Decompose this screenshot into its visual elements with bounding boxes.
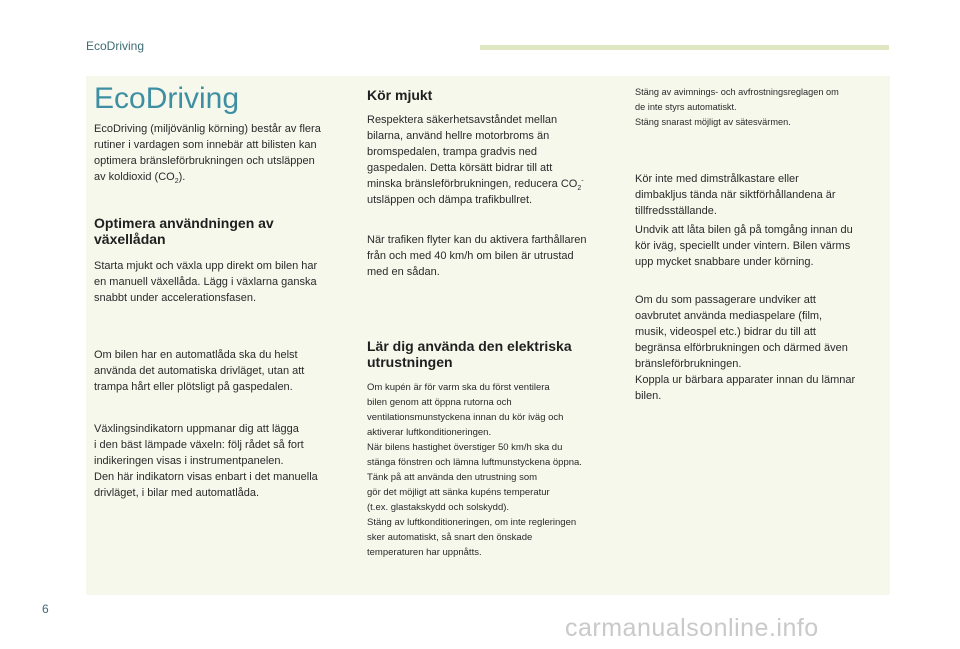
- text-line: När bilens hastighet överstiger 50 km/h ska du: [367, 442, 563, 453]
- heading-line: utrustningen: [367, 354, 453, 370]
- text-line: Undvik att låta bilen gå på tomgång innan du: [635, 224, 853, 236]
- content-panel: [86, 76, 890, 595]
- text-line: Respektera säkerhetsavståndet mellan: [367, 114, 558, 126]
- page-number: 6: [42, 602, 49, 616]
- subscript: 2: [577, 185, 582, 193]
- text-line: från och med 40 km/h om bilen är utrustad: [367, 250, 574, 262]
- subscript: 2: [174, 178, 179, 186]
- section-heading-drive-smoothly: Kör mjukt: [367, 87, 433, 103]
- text-line: med en sådan.: [367, 266, 440, 278]
- text-line: kör iväg, speciellt under vintern. Bilen värms: [635, 240, 851, 252]
- page-title: EcoDriving: [94, 82, 240, 115]
- text-line: sker automatiskt, så snart den önskade: [367, 532, 533, 543]
- paragraph-defrost: [635, 85, 839, 130]
- heading-line: Lär dig använda den elektriska: [367, 338, 572, 354]
- header-bar: [480, 45, 889, 50]
- text-line: optimera bränsleförbrukningen och utsläppen: [94, 155, 315, 167]
- text-line: gör det möjligt att sänka kupéns temperatur: [367, 487, 550, 498]
- text-line: tillfredsställande.: [635, 205, 717, 217]
- text-line: Om bilen har en automatlåda ska du helst: [94, 349, 298, 361]
- text-line: Om du som passagerare undviker att: [635, 294, 816, 306]
- text-line: Stäng av avimnings- och avfrostningsreglagen om: [635, 87, 839, 97]
- paragraph-fog-lights: [635, 171, 836, 219]
- text-line: oavbrutet använda mediaspelare (film,: [635, 310, 823, 322]
- paragraph-manual-gearbox: [94, 258, 317, 306]
- text-line: Den här indikatorn visas enbart i det manuella: [94, 471, 318, 483]
- text-line: snabbt under accelerationsfasen.: [94, 292, 257, 304]
- heading-line: växellådan: [94, 231, 166, 247]
- section-heading-electrical-equipment: [367, 338, 627, 370]
- text-line: Stäng snarast möjligt av sätesvärmen.: [635, 117, 791, 127]
- paragraph-idling: [635, 222, 853, 270]
- text-line: bilen genom att öppna rutorna och: [367, 397, 512, 408]
- text-line: begränsa elförbrukningen och därmed även: [635, 342, 848, 354]
- text-line: aktiverar luftkonditioneringen.: [367, 427, 492, 438]
- text-line: Koppla ur bärbara apparater innan du lämnar: [635, 374, 856, 386]
- text-line: musik, videospel etc.) bidrar du till att: [635, 326, 816, 338]
- paragraph-automatic-gearbox: [94, 347, 304, 395]
- text-line: bilen.: [635, 390, 662, 402]
- paragraph-shift-indicator: [94, 421, 318, 501]
- text-line: indikeringen visas i instrumentpanelen.: [94, 455, 284, 467]
- text-line: dimbakljus tända när siktförhållandena är: [635, 189, 836, 201]
- text-line: i den bäst lämpade växeln: följ rådet så fort: [94, 439, 304, 451]
- paragraph-safe-distance: [367, 112, 584, 208]
- text-line: [367, 176, 584, 192]
- text-line: använda det automatiska drivläget, utan att: [94, 365, 305, 377]
- text-line: trampa hårt eller plötsligt på gaspedalen.: [94, 381, 293, 393]
- text-line: upp mycket snabbare under körning.: [635, 256, 814, 268]
- text-fragment: minska bränsleförbrukningen, reducera CO: [367, 178, 578, 190]
- text-line: drivläget, i bilar med automatlåda.: [94, 487, 260, 499]
- watermark: carmanualsonline.info: [565, 614, 819, 642]
- text-line: [94, 169, 321, 185]
- header-section-label: EcoDriving: [86, 39, 145, 53]
- text-line: bränsleförbrukningen.: [635, 358, 742, 370]
- text-line: (t.ex. glastakskydd och solskydd).: [367, 502, 510, 513]
- intro-paragraph: [94, 121, 321, 185]
- paragraph-cruise-control: [367, 232, 587, 280]
- text-fragment: av koldioxid (CO: [94, 171, 175, 183]
- text-line: EcoDriving (miljövänlig körning) består av flera: [94, 123, 321, 135]
- section-heading-gearbox: [94, 215, 349, 247]
- text-line: en manuell växellåda. Lägg i växlarna ganska: [94, 276, 317, 288]
- text-line: Växlingsindikatorn uppmanar dig att lägga: [94, 423, 299, 435]
- text-line: stänga fönstren och lämna luftmunstyckena öppna.: [367, 457, 582, 468]
- text-line: Kör inte med dimstrålkastare eller: [635, 173, 799, 185]
- text-line: de inte styrs automatiskt.: [635, 102, 737, 112]
- heading-line: Optimera användningen av: [94, 215, 274, 231]
- text-line: bilarna, använd hellre motorbroms än: [367, 130, 550, 142]
- text-line: ventilationsmunstyckena innan du kör iväg och: [367, 412, 564, 423]
- text-line: rutiner i vardagen som innebär att bilisten kan: [94, 139, 317, 151]
- text-line: Stäng av luftkonditioneringen, om inte regleringen: [367, 517, 577, 528]
- text-line: När trafiken flyter kan du aktivera farthållaren: [367, 234, 587, 246]
- paragraph-media-players: [635, 292, 855, 404]
- text-line: Tänk på att använda den utrustning som: [367, 472, 538, 483]
- text-line: utsläppen och dämpa trafikbullret.: [367, 194, 533, 206]
- text-line: Starta mjukt och växla upp direkt om bilen har: [94, 260, 318, 272]
- text-line: gaspedalen. Detta körsätt bidrar till att: [367, 162, 553, 174]
- text-line: Om kupén är för varm ska du först ventilera: [367, 382, 550, 393]
- text-fragment: ).: [178, 171, 186, 183]
- text-line: temperaturen har uppnåtts.: [367, 547, 482, 558]
- superscript: -: [581, 177, 584, 185]
- paragraph-air-conditioning: [367, 380, 582, 560]
- text-line: bromspedalen, trampa gradvis ned: [367, 146, 537, 158]
